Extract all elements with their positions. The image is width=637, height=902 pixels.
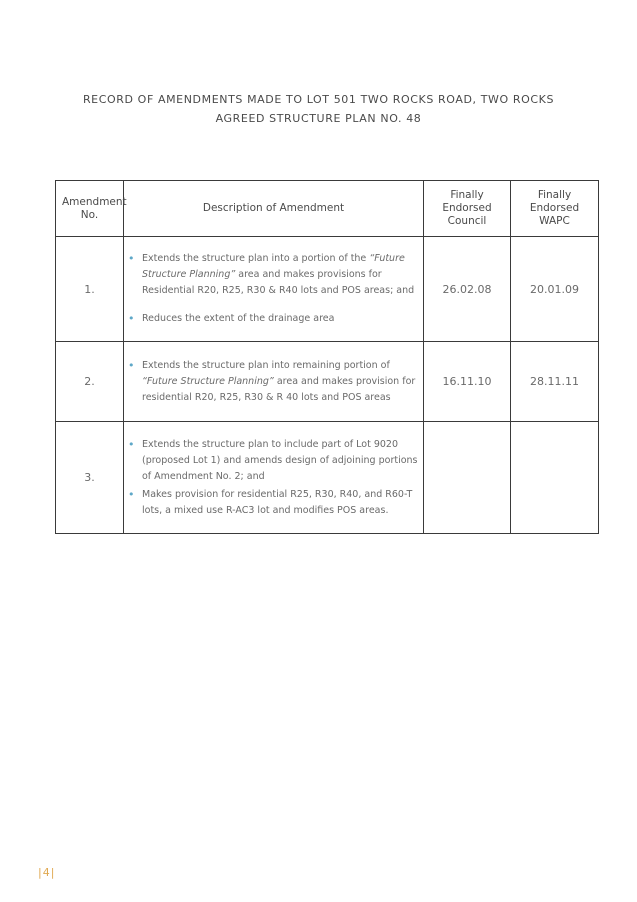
table-header-row [56,181,599,237]
desc-text: area and makes provision for residential R20, R25, R30 & R 40 lots and POS areas [142,375,416,403]
endorsed-council-date: 26.02.08 [424,237,511,342]
header-description: Description of Amendment [124,181,424,237]
table-row [56,342,599,422]
amendment-number: 1. [56,237,124,342]
table-row [56,422,599,534]
endorsed-wapc-date: 20.01.09 [511,237,599,342]
desc-text: Reduces the extent of the drainage area [142,313,335,324]
endorsed-wapc-date: 28.11.11 [511,342,599,422]
amendment-description [124,237,424,342]
header-amendment-no-label: Amendment No. [62,195,127,221]
header-endorsed-wapc-label: Finally Endorsed WAPC [529,189,580,227]
table-row [56,237,599,342]
desc-emphasis: “Future Structure Planning” [142,375,274,387]
endorsed-wapc-date [511,422,599,534]
amendment-description [124,422,424,534]
page-number: |4| [38,866,56,879]
header-amendment-no [56,181,127,237]
desc-text: area and makes provisions for Residential R20, R25, R30 & R40 lots and POS areas; and [142,269,415,296]
endorsed-council-date [424,422,511,534]
endorsed-council-date: 16.11.10 [424,342,511,422]
document-title-line-2: AGREED STRUCTURE PLAN NO. 48 [215,112,422,125]
list-item [124,311,423,327]
amendment-number: 3. [56,422,124,534]
amendment-description [124,342,424,422]
bullet-icon: • [128,312,135,325]
desc-emphasis: “Future Structure Planning” [142,253,405,280]
bullet-icon: • [128,252,135,265]
list-item [124,251,423,299]
desc-text: Extends the structure plan to include part of Lot 9020 (proposed Lot 1) and amends design of adjoining portions of Amendment No. 2; and [142,438,418,482]
list-item [124,487,423,519]
bullet-icon: • [128,358,135,372]
amendment-number: 2. [56,342,124,422]
bullet-icon: • [128,437,135,451]
bullet-icon: • [128,487,135,501]
header-endorsed-council-label: Finally Endorsed Council [442,189,492,227]
list-item [124,358,423,406]
document-title-line-1: RECORD OF AMENDMENTS MADE TO LOT 501 TWO ROCKS ROAD, TWO ROCKS [82,93,555,106]
header-endorsed-council [424,181,511,237]
amendments-table [55,180,599,534]
desc-text: Extends the structure plan into remaining portion of [142,359,390,371]
desc-text: Makes provision for residential R25, R30, R40, and R60-T lots, a mixed use R-AC3 lot and modifies POS areas. [142,488,413,516]
desc-text: Extends the structure plan into a portion of the [142,253,370,264]
header-endorsed-wapc [511,181,599,237]
list-item [124,437,423,485]
